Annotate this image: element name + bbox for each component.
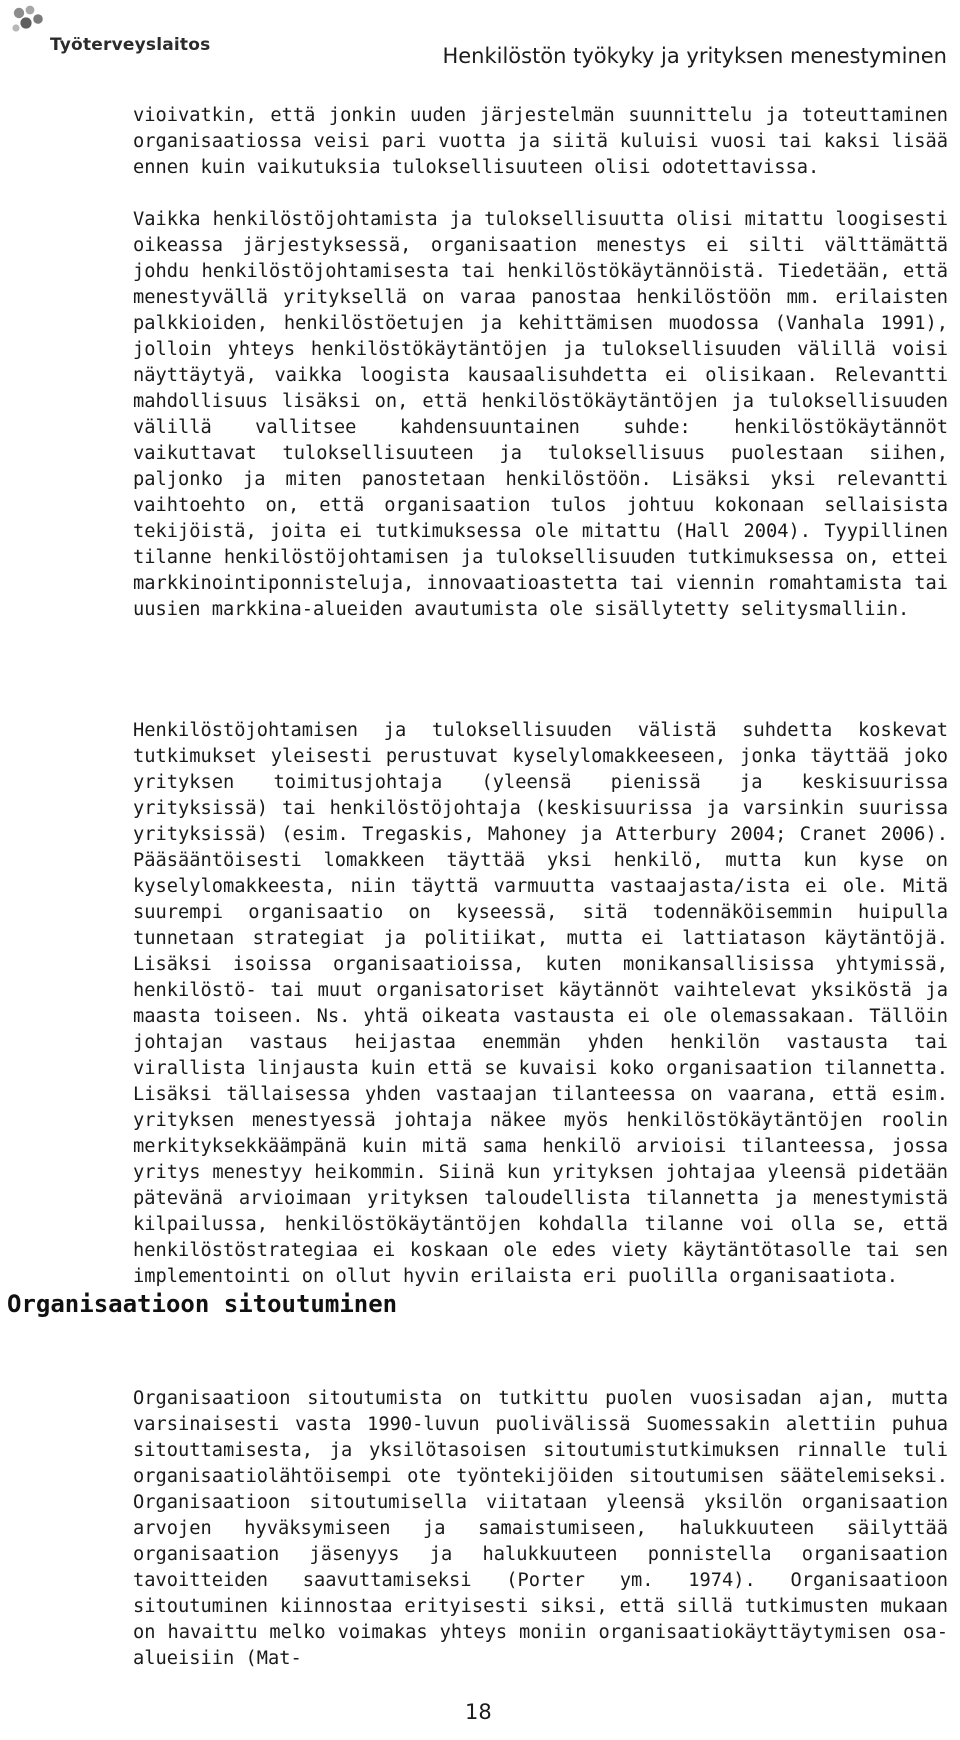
page-header (0, 0, 960, 70)
paragraph-3 (133, 718, 948, 1290)
paragraph-text: vioivatkin, että jonkin uuden järjestelmän suunnittelu ja toteuttaminen organisaatiossa veisi pari vuotta ja siitä kuluisi vuosi tai kaksi lisää ennen kuin vaikutuksia tuloksellisuuteen olisi odotettavissa. (133, 105, 948, 178)
paragraph-text: Vaikka henkilöstöjohtamista ja tuloksellisuutta olisi mitattu loogisesti oikeassa järjestyksessä, organisaation menestys ei silti välttämättä johdu henkilöstöjohtamisesta tai henkilöstökäytännöistä. Tiedetään, että menestyvällä yrityksellä on varaa panostaa henkilöstöön mm. erilaisten palkkioiden, henkilöstöetujen ja kehittämisen muodossa (Vanhala 1991), jolloin yhteys henkilöstökäytäntöjen ja tuloksellisuuden välillä voisi näyttäytyä, vaikka loogista kausaalisuhdetta ei olisikaan. Relevantti mahdollisuus lisäksi on, että henkilöstökäytäntöjen ja tuloksellisuuden välillä vallitsee kahdensuuntainen suhde: henkilöstökäytännöt vaikuttavat tuloksellisuuteen ja tuloksellisuus puolestaan siihen, paljonko ja miten panostetaan henkilöstöön. Lisäksi yksi relevantti vaihtoehto on, että organisaation tulos johtuu kokonaan sellaisista tekijöistä, joita ei tutkimuksessa ole mitattu (Hall 2004). Tyypillinen tilanne henkilöstöjohtamisen ja tuloksellisuuden tutkimuksessa on, ettei markkinointiponnisteluja, innovaatioastetta tai viennin romahtamista tai uusien markkina-alueiden avautumista ole sisällytetty selitysmalliin. (133, 209, 948, 620)
running-title: Henkilöstön työkyky ja yrityksen menestyminen (442, 44, 947, 68)
page-number: 18 (465, 1700, 492, 1724)
section-paragraph-1 (133, 1386, 948, 1672)
paragraph-text: Organisaatioon sitoutumista on tutkittu puolen vuosisadan ajan, mutta varsinaisesti vasta 1990-luvun puolivälissä Suomessakin alettiin puhua sitouttamisesta, ja yksilötasoisen sitoutumistutkimuksen rinnalle tuli organisaatiolähtöisempi ote työntekijöiden sitoutumisen säätelemiseksi. Organisaatioon sitoutumisella viitataan yleensä yksilön organisaation arvojen hyväksymiseen ja samaistumiseen, halukkuuteen säilyttää organisaation jäsenyys ja halukkuuteen ponnistella organisaation tavoitteiden saavuttamiseksi (Porter ym. 1974). Organisaatioon sitoutuminen kiinnostaa erityisesti siksi, että sillä tutkimusten mukaan on havaittu melko voimakas yhteys moniin organisaatiokäyttäytymisen osa-alueisiin (Mat- (133, 1388, 948, 1669)
paragraph-2 (133, 207, 948, 623)
logo-text: Työterveyslaitos (50, 35, 211, 55)
paragraph-text: Henkilöstöjohtamisen ja tuloksellisuuden välistä suhdetta koskevat tutkimukset yleisesti perustuvat kyselylomakkeeseen, jonka täyttää joko yrityksen toimitusjohtaja (yleensä pienissä ja keskisuurissa yrityksissä) tai henkilöstöjohtaja (keskisuurissa ja varsinkin suurissa yrityksissä) (esim. Tregaskis, Mahoney ja Atterbury 2004; Cranet 2006). Pääsääntöisesti lomakkeen täyttää yksi henkilö, mutta kun kyse on kyselylomakkeesta, niin täyttä varmuutta vastaajasta/ista ei ole. Mitä suurempi organisaatio on kyseessä, sitä todennäköisemmin huipulla tunnetaan strategiat ja politiikat, mutta ei lattiatason käytäntöjä. Lisäksi isoissa organisaatioissa, kuten monikansallisissa yhtymissä, henkilöstö- tai muut organisatoriset käytännöt vaihtelevat yksiköstä ja maasta toiseen. Ns. yhtä oikeata vastausta ei ole olemassakaan. Tällöin johtajan vastaus heijastaa enemmän yhden henkilön vastausta tai virallista linjausta kuin että se kuvaisi koko organisaation tilannetta. Lisäksi tällaisessa yhden vastaajan tilanteessa on vaarana, että esim. yrityksen menestyessä johtaja näkee myös henkilöstökäytäntöjen roolin merkityksekkäämpänä kuin mitä sama henkilö arvioisi tilanteessa, jossa yritys menestyy heikommin. Siinä kun yrityksen johtajaa yleensä pidetään pätevänä arvioimaan yrityksen taloudellista tilannetta ja menestymistä kilpailussa, henkilöstökäytäntöjen kohdalla tilanne voi olla se, että henkilöstöstrategiaa ei koskaan ole edes viety käytäntötasolle tai sen implementointi on ollut hyvin erilaista eri puolilla organisaatiota. (133, 720, 948, 1287)
logo-mark-icon (10, 4, 50, 38)
paragraph-1 (133, 103, 948, 181)
section-heading: Organisaatioon sitoutuminen (7, 1290, 398, 1318)
tyoterveyslaitos-logo (10, 4, 211, 62)
